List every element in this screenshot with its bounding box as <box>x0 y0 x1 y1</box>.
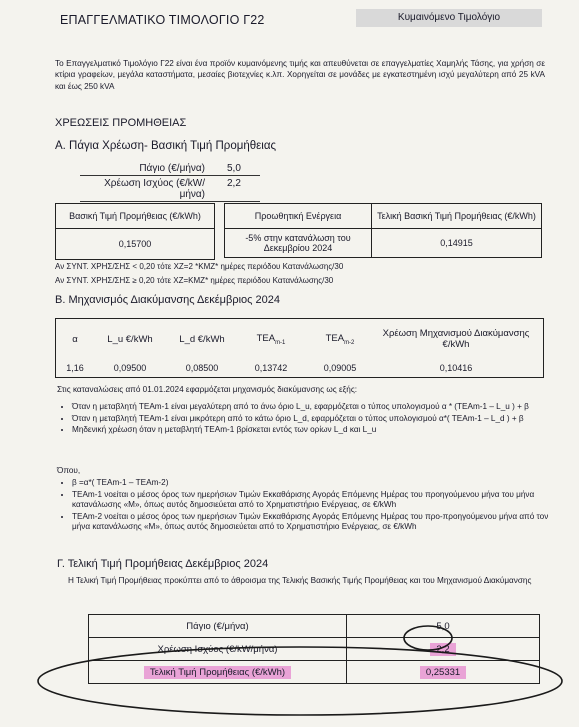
table-header: L_u €/kWh <box>107 333 153 345</box>
table-cell: 0,08500 <box>185 363 219 373</box>
table-cell: 0,13742 <box>254 363 288 373</box>
table-cell: -5% στην κατανάλωση του Δεκεμβρίου 2024 <box>225 229 372 258</box>
intro-paragraph: Το Επαγγελματικό Τιμολόγιο Γ22 είναι ένα προϊόν κυμαινόμενης τιμής και απευθύνεται σε επαγγελματίες Χαμηλής Τάσης, για χρήση σε κτίρια γραφείων, μεγάλα καταστήματα, μεσαίες βιοτεχνίες κ.λπ. Χορηγείται σε μονάδες με εγκατεστημένη ισχύ μεγαλύτερη από 25 kVA και έως 250 kVA <box>55 59 545 91</box>
table-header: L_d €/kWh <box>179 333 225 345</box>
highlighted-value: 0,25331 <box>420 666 466 679</box>
note: Αν ΣΥΝΤ. ΧΡΗΣ/ΣΗΣ ≥ 0,20 τότε ΧΖ=ΚΜΖ* ημέρες περιόδου Κατανάλωσης/30 <box>55 276 334 285</box>
table-cell: Χρέωση Ισχύος (€/kW/μήνα) <box>89 638 347 661</box>
note: Αν ΣΥΝΤ. ΧΡΗΣ/ΣΗΣ < 0,20 τότε ΧΖ=2 *ΚΜΖ* ημέρες περιόδου Κατανάλωσης/30 <box>55 262 344 271</box>
section-c-heading: Γ. Τελική Τιμή Προμήθειας Δεκέμβριος 2024 <box>57 558 269 570</box>
list-item: • Όταν η μεταβλητή ΤΕΑm-1 είναι μεγαλύτερη από το άνω όριο L_u, εφαρμόζεται ο τύπος υπολογισμού α * (ΤΕΑm-1 – L_u ) + β <box>72 402 556 413</box>
highlighted-label: Τελική Τιμή Προμήθειας (€/kWh) <box>144 666 291 679</box>
list-item: • Μηδενική χρέωση όταν η μεταβλητή ΤΕΑm-1 βρίσκεται εντός των ορίων L_d και L_u <box>72 425 556 436</box>
list-item: • β =α*( ΤΕΑm-1 – ΤΕΑm-2) <box>72 478 556 489</box>
table-header: α <box>72 333 78 345</box>
table-header: Τελική Βασική Τιμή Προμήθειας (€/kWh) <box>372 204 542 229</box>
table-header: $TEA_{m-2}$ <box>325 332 355 346</box>
section-b-heading: Β. Μηχανισμός Διακύμανσης Δεκέμβριος 2024 <box>55 294 280 306</box>
fixed-label: Πάγιο (€/μήνα) <box>139 163 205 174</box>
where-label: Όπου, <box>57 466 81 475</box>
table-cell: Πάγιο (€/μήνα) <box>89 615 347 638</box>
table-cell: 1,16 <box>66 363 84 373</box>
table-cell: 0,15700 <box>56 229 215 260</box>
table-header: $TEA_{m-1}$ <box>256 332 286 346</box>
charges-heading: ΧΡΕΩΣΕΙΣ ΠΡΟΜΗΘΕΙΑΣ <box>55 117 187 129</box>
table-cell: 0,09005 <box>323 363 357 373</box>
tariff-type-badge: Κυμαινόμενο Τιμολόγιο <box>356 9 542 27</box>
table-cell: 0,09500 <box>113 363 147 373</box>
fixed-label: Χρέωση Ισχύος (€/kW/μήνα) <box>104 178 205 200</box>
list-item: • ΤΕΑm-1 νοείται ο μέσος όρος των ημερήσιων Τιμών Εκκαθάρισης Αγοράς Επόμενης Ημέρας του προηγούμενου μήνα του μήνα κατανάλωσης «Μ», όπως αυτός δημοσιεύεται από το Χρηματιστήριο Ενέργειας, σε €/kWh <box>72 490 556 511</box>
final-intro: Η Τελική Τιμή Προμήθειας προκύπτει από το άθροισμα της Τελικής Βασικής Τιμής Προμήθειας και του Μηχανισμού Διακύμανσης <box>68 576 532 585</box>
table-cell: 0,10416 <box>439 363 473 373</box>
section-a-heading: Α. Πάγια Χρέωση- Βασική Τιμή Προμήθειας <box>55 140 277 152</box>
fixed-value: 5,0 <box>227 163 241 174</box>
circle-annotation <box>38 647 562 715</box>
circle-annotation <box>404 626 452 650</box>
document-title: ΕΠΑΓΓΕΛΜΑΤΙΚΟ ΤΙΜΟΛΟΓΙΟ Γ22 <box>60 13 265 27</box>
list-item: • Όταν η μεταβλητή ΤΕΑm-1 είναι μικρότερη από το κάτω όριο L_d, εφαρμόζεται ο τύπος υπολογισμού α*( ΤΕΑm-1 – L_d ) + β <box>72 414 556 425</box>
highlighted-value: 2,2 <box>430 643 455 656</box>
table-header: Προωθητική Ενέργεια <box>225 204 372 229</box>
mechanism-intro: Στις καταναλώσεις από 01.01.2024 εφαρμόζεται μηχανισμός διακύμανσης ως εξής: <box>57 385 358 394</box>
table-header: Χρέωση Μηχανισμού Διακύμανσης €/kWh <box>382 328 530 350</box>
table-header: Βασική Τιμή Προμήθειας (€/kWh) <box>56 204 215 229</box>
table-cell: 0,14915 <box>372 229 542 258</box>
list-item: • ΤΕΑm-2 νοείται ο μέσος όρος των ημερήσιων Τιμών Εκκαθάρισης Αγοράς Επόμενης Ημέρας του προ-προηγούμενου μήνα από τον μήνα κατανάλωσης «Μ», όπως αυτός δημοσιεύεται από το Χρηματιστήριο Ενέργειας, σε €/kWh <box>72 512 556 533</box>
table-cell: 5,0 <box>347 615 540 638</box>
fixed-value: 2,2 <box>227 178 241 189</box>
